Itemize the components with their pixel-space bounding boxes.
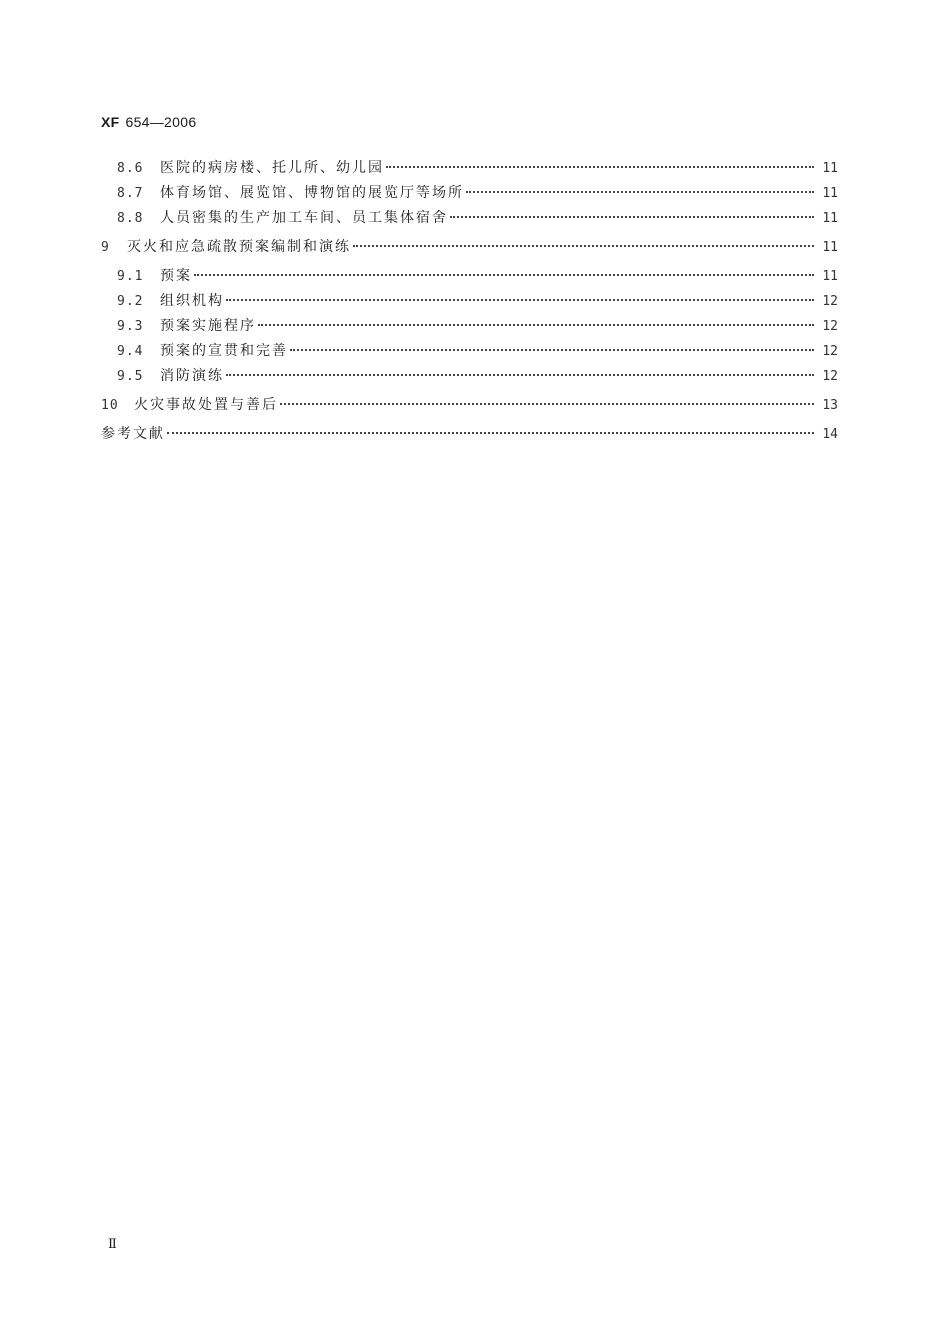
- toc-number: 9.1: [117, 269, 144, 284]
- toc-number: 9.3: [117, 319, 144, 334]
- toc-entry-9-4[interactable]: [101, 339, 838, 364]
- toc-page-number: 12: [822, 369, 838, 384]
- toc-number: 9.4: [117, 344, 144, 359]
- toc-entry-9-3[interactable]: [101, 314, 838, 339]
- toc-leader-dots: [258, 324, 814, 326]
- toc-leader-dots: [226, 374, 814, 376]
- toc-entry-9-2[interactable]: [101, 289, 838, 314]
- toc-page-number: 12: [822, 319, 838, 334]
- toc-number: 8.6: [117, 161, 144, 176]
- toc-number: 9: [101, 240, 110, 255]
- toc-leader-dots: [194, 274, 814, 276]
- toc-leader-dots: [466, 191, 814, 193]
- toc-title: 医院的病房楼、托儿所、幼儿园: [160, 160, 384, 176]
- toc-entry-9-1[interactable]: [101, 264, 838, 289]
- toc-title: 消防演练: [160, 368, 224, 384]
- toc-entry-9[interactable]: [101, 235, 838, 260]
- toc-page-number: 11: [822, 186, 838, 201]
- toc-title: 预案: [160, 268, 192, 284]
- toc-page-number: 14: [822, 427, 838, 442]
- toc-page-number: 12: [822, 344, 838, 359]
- toc-title: 灭火和应急疏散预案编制和演练: [127, 239, 351, 255]
- toc-title: 预案实施程序: [160, 318, 256, 334]
- toc-number: 8.7: [117, 186, 144, 201]
- toc-leader-dots: [226, 299, 814, 301]
- standard-number: 654—2006: [125, 114, 197, 130]
- toc-number: 10: [101, 398, 119, 413]
- toc-page-number: 11: [822, 240, 838, 255]
- toc-entry-9-5[interactable]: [101, 364, 838, 389]
- toc-page-number: 13: [822, 398, 838, 413]
- toc-page-number: 11: [822, 161, 838, 176]
- toc-title: 预案的宣贯和完善: [160, 343, 288, 359]
- toc-page-number: 11: [822, 211, 838, 226]
- toc-entry-8-8[interactable]: [101, 206, 838, 231]
- toc-title: 组织机构: [160, 293, 224, 309]
- toc-number: 9.2: [117, 294, 144, 309]
- toc-page-number: 12: [822, 294, 838, 309]
- toc-entry-references[interactable]: [101, 422, 838, 447]
- toc-entry-8-6[interactable]: [101, 156, 838, 181]
- toc-title: 火灾事故处置与善后: [134, 397, 278, 413]
- toc-entry-10[interactable]: [101, 393, 838, 418]
- standard-header: [101, 114, 196, 130]
- toc-leader-dots: [353, 245, 814, 247]
- toc-title: 体育场馆、展览馆、博物馆的展览厅等场所: [160, 185, 464, 201]
- toc-number: 8.8: [117, 211, 144, 226]
- toc-title: 参考文献: [101, 426, 165, 442]
- toc-leader-dots: [290, 349, 814, 351]
- toc-leader-dots: [450, 216, 814, 218]
- toc-leader-dots: [386, 166, 814, 168]
- toc-leader-dots: [280, 403, 814, 405]
- toc-leader-dots: [167, 432, 814, 434]
- toc-page-number: 11: [822, 269, 838, 284]
- table-of-contents: [101, 156, 838, 447]
- toc-entry-8-7[interactable]: [101, 181, 838, 206]
- toc-number: 9.5: [117, 369, 144, 384]
- page-number-footer: Ⅱ: [108, 1237, 117, 1252]
- toc-title: 人员密集的生产加工车间、员工集体宿舍: [160, 210, 448, 226]
- standard-code: XF: [101, 114, 120, 130]
